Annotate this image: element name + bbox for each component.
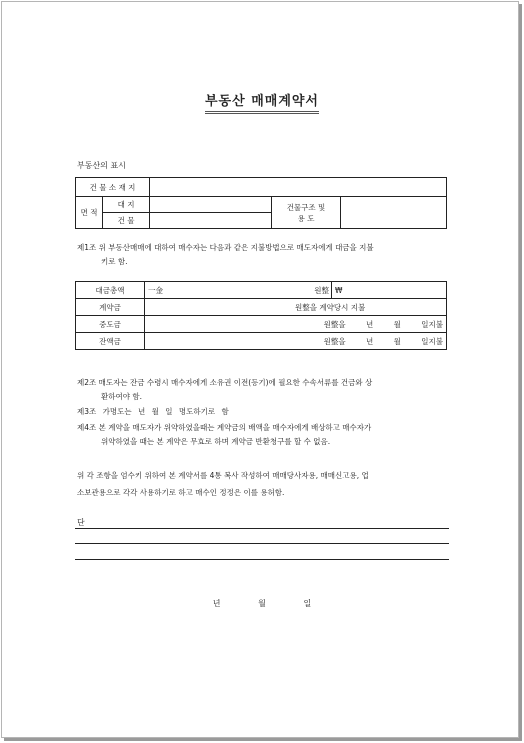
building-label: 건 물 bbox=[103, 213, 150, 229]
land-label: 대 지 bbox=[103, 197, 150, 213]
balance-value: 원整을 년 월 일지불 bbox=[145, 333, 447, 350]
area-label: 면 적 bbox=[76, 197, 103, 229]
special-line-2 bbox=[75, 543, 449, 544]
clause-2: 제2조 매도자는 잔금 수령시 매수자에게 소유권 이전(등기)에 필요한 수속서류를 건금와 상 환하여야 함. bbox=[77, 378, 373, 401]
special-line-3 bbox=[75, 559, 449, 560]
deposit-value: 원整을 계약당시 지불 bbox=[145, 299, 447, 316]
total-won: ₩ bbox=[332, 282, 447, 299]
property-table bbox=[75, 177, 447, 229]
closing-statement: 위 각 조항을 엄수키 위하여 본 계약서를 4통 복사 작성하여 매매당사자용, 매매신고용, 업 소보관용으로 각각 사용하기로 하고 매수인 정정은 이를 용허함. bbox=[77, 471, 369, 497]
middle-payment-label: 중도금 bbox=[76, 316, 145, 333]
deposit-label: 계약금 bbox=[76, 299, 145, 316]
middle-payment-value: 원整을 년 월 일지불 bbox=[145, 316, 447, 333]
clause-3: 제3조 가명도는 년 월 일 명도하기로 함 bbox=[77, 407, 229, 416]
location-label: 건 물 소 재 지 bbox=[76, 178, 150, 197]
payment-table bbox=[75, 281, 447, 350]
total-amount: 一金 원整 bbox=[145, 282, 332, 299]
contract-date: 년 월 일 bbox=[212, 599, 312, 608]
building-value bbox=[150, 213, 272, 229]
clause-1: 제1조 위 부동산매매에 대하여 매수자는 다음과 같은 지불방법으로 매도자에게 대금을 지불 키로 함. bbox=[77, 243, 374, 266]
section-property-heading: 부동산의 표시 bbox=[77, 161, 126, 170]
land-value bbox=[150, 197, 272, 213]
balance-label: 잔액금 bbox=[76, 333, 145, 350]
special-line-1 bbox=[75, 528, 449, 529]
structure-value bbox=[341, 197, 447, 229]
structure-label: 건물구조 및 용 도 bbox=[272, 197, 341, 229]
special-note-label: 단 bbox=[77, 518, 85, 527]
location-value bbox=[150, 178, 447, 197]
document-title: 부동산 매매계약서 bbox=[0, 90, 524, 114]
total-label: 대금총액 bbox=[76, 282, 145, 299]
clause-4: 제4조 본 계약을 매도자가 위약하였을때는 계약금의 배액을 매수자에게 배상하고 매수자가 위약하였을 때는 본 계약은 무효로 하며 계약금 반환청구를 할 수 없음. bbox=[77, 423, 372, 446]
